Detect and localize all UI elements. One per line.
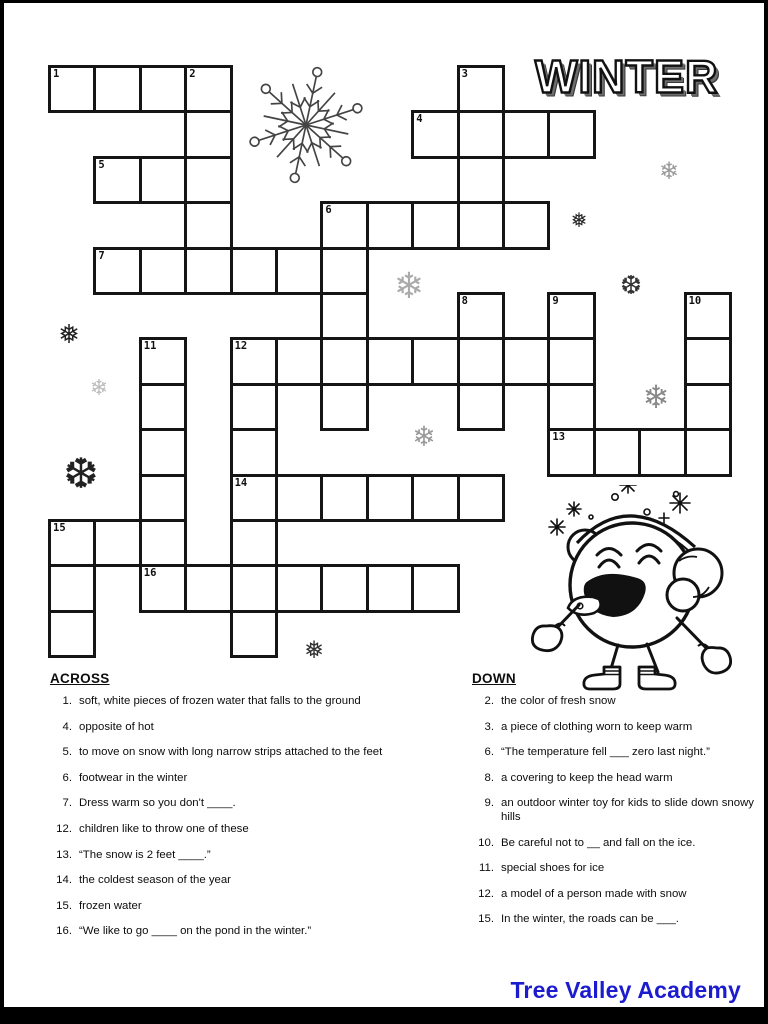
across-clue-row: [50, 900, 414, 914]
crossword-cell[interactable]: [411, 564, 459, 612]
clue-text: the coldest season of the year: [79, 874, 231, 887]
cell-number: 6: [325, 204, 332, 217]
snowflake-icon: ❄: [393, 265, 425, 306]
cell-number: 11: [143, 340, 157, 353]
clue-number: 4.: [62, 720, 72, 733]
clue-number: 14.: [56, 874, 72, 887]
falling-snow-icon: [549, 485, 690, 535]
crossword-cell[interactable]: [684, 428, 732, 476]
cell-number: 5: [98, 158, 105, 171]
down-heading: DOWN: [472, 671, 516, 686]
crossword-cell[interactable]: [320, 247, 368, 295]
cell-number: 10: [688, 295, 702, 307]
crossword-cell[interactable]: [230, 610, 278, 658]
clue-number: 5.: [62, 746, 72, 759]
clue-text: opposite of hot: [79, 720, 154, 733]
cell-number: 8: [461, 295, 468, 307]
crossword-cell[interactable]: [93, 519, 141, 567]
crossword-cell[interactable]: [48, 610, 96, 658]
cell-number: 9: [552, 295, 559, 307]
snowball-character-illustration: [527, 485, 732, 700]
clue-number: 10.: [478, 836, 494, 849]
clue-text: “The snow is 2 feet ____.”: [79, 848, 211, 861]
across-clue-row: [50, 874, 414, 888]
snowflake-icon: ❆: [620, 270, 642, 300]
crossword-cell[interactable]: [457, 383, 505, 431]
legs-icon: [610, 644, 658, 672]
crossword-cell[interactable]: [547, 110, 595, 158]
crossword-cell[interactable]: [275, 564, 323, 612]
crossword-cell[interactable]: [139, 474, 187, 522]
crossword-cell[interactable]: [320, 383, 368, 431]
clue-number: 6.: [484, 746, 494, 759]
cell-number: 1: [53, 68, 60, 80]
crossword-cell[interactable]: [184, 65, 232, 113]
clue-text: frozen water: [79, 899, 142, 912]
snowflake-icon: ❄: [89, 375, 109, 400]
crossword-cell[interactable]: [184, 156, 232, 204]
crossword-cell[interactable]: [320, 292, 368, 340]
crossword-cell[interactable]: [320, 337, 368, 385]
clue-number: 11.: [479, 862, 494, 875]
snowflake-icon: ❄: [642, 379, 670, 415]
cell-number: 7: [98, 249, 105, 262]
crossword-cell[interactable]: [184, 247, 232, 295]
across-clue-row: [50, 823, 414, 837]
crossword-cell[interactable]: [139, 337, 187, 385]
earmuff-left-icon: [568, 530, 602, 564]
crossword-cell[interactable]: [457, 110, 505, 158]
cell-number: 14: [234, 476, 248, 489]
crossword-cell[interactable]: [230, 519, 278, 567]
down-clue-list: [472, 695, 754, 927]
crossword-cell[interactable]: [139, 65, 187, 113]
crossword-cell[interactable]: [139, 564, 187, 612]
down-clues-section: [472, 671, 754, 939]
crossword-cell[interactable]: [593, 428, 641, 476]
crossword-cell[interactable]: [411, 110, 459, 158]
crossword-cell[interactable]: [275, 247, 323, 295]
clue-number: 1.: [62, 695, 72, 707]
clue-number: 7.: [62, 797, 72, 810]
crossword-cell[interactable]: [638, 428, 686, 476]
crossword-cell[interactable]: [684, 383, 732, 431]
worksheet-page: [4, 3, 764, 1007]
crossword-cell[interactable]: [320, 474, 368, 522]
crossword-cell[interactable]: [48, 564, 96, 612]
snowflake-icon: ❄: [412, 421, 436, 452]
across-clue-list: [50, 695, 414, 939]
crossword-cell[interactable]: [457, 337, 505, 385]
crossword-cell[interactable]: [547, 337, 595, 385]
down-clue-row: [472, 746, 754, 760]
clue-text: an outdoor winter toy for kids to slide down snowy hills: [501, 797, 754, 823]
crossword-cell[interactable]: [139, 383, 187, 431]
clue-text: a model of a person made with snow: [501, 887, 687, 900]
across-clue-row: [50, 695, 414, 709]
clue-number: 9.: [484, 797, 494, 810]
cell-number: 2: [189, 68, 196, 80]
crossword-cell[interactable]: [139, 247, 187, 295]
clue-number: 13.: [56, 848, 72, 861]
crossword-cell[interactable]: [230, 247, 278, 295]
crossword-cell[interactable]: [93, 65, 141, 113]
clue-text: to move on snow with long narrow strips attached to the feet: [79, 746, 383, 759]
crossword-cell[interactable]: [502, 201, 550, 249]
clue-text: “The temperature fell ___ zero last night.”: [501, 746, 710, 759]
earmuff-band-icon: [577, 516, 695, 551]
cell-number: 12: [234, 340, 248, 353]
snowflake-icon: ❅: [58, 319, 80, 349]
footer-brand: Tree Valley Academy: [510, 977, 741, 1003]
clue-number: 12.: [56, 822, 72, 835]
crossword-cell[interactable]: [230, 428, 278, 476]
down-clue-row: [472, 772, 754, 786]
crossword-cell[interactable]: [547, 383, 595, 431]
down-clue-row: [472, 721, 754, 735]
mouth-icon: [585, 575, 645, 616]
across-clue-row: [50, 797, 414, 811]
clue-text: children like to throw one of these: [79, 822, 249, 835]
cell-number: 3: [461, 68, 468, 80]
clue-number: 6.: [62, 771, 72, 784]
clue-number: 12.: [478, 887, 494, 900]
crossword-cell[interactable]: [320, 564, 368, 612]
snowflake-icon: ❅: [570, 210, 588, 232]
clue-text: Dress warm so you don't ____.: [79, 797, 236, 810]
clue-text: a piece of clothing worn to keep warm: [501, 720, 693, 733]
crossword-cell[interactable]: [457, 65, 505, 113]
down-clue-row: [472, 695, 754, 709]
down-clue-row: [472, 797, 754, 824]
clue-number: 3.: [484, 720, 494, 733]
crossword-cell[interactable]: [411, 201, 459, 249]
page-title: WINTER: [535, 50, 719, 103]
down-clue-row: [472, 888, 754, 902]
crossword-cell[interactable]: [139, 428, 187, 476]
snowball-head-icon: [570, 523, 694, 647]
clue-text: special shoes for ice: [501, 862, 605, 875]
earmuff-right-icon: [667, 549, 722, 611]
down-clue-row: [472, 913, 754, 927]
crossword-cell[interactable]: [547, 428, 595, 476]
crossword-cell[interactable]: [457, 292, 505, 340]
crossword-cell[interactable]: [275, 474, 323, 522]
crossword-cell[interactable]: [366, 201, 414, 249]
crossword-cell[interactable]: [230, 337, 278, 385]
crossword-cell[interactable]: [184, 110, 232, 158]
crossword-cell[interactable]: [457, 201, 505, 249]
crossword-cell[interactable]: [275, 337, 323, 385]
across-clue-row: [50, 746, 414, 760]
snowball-face-icon: [597, 545, 661, 568]
clue-text: “We like to go ____ on the pond in the winter.”: [79, 925, 312, 938]
across-clue-row: [50, 849, 414, 863]
cell-number: 13: [552, 431, 566, 444]
crossword-cell[interactable]: [684, 337, 732, 385]
crossword-cell[interactable]: [139, 156, 187, 204]
crossword-cell[interactable]: [502, 110, 550, 158]
crossword-cell[interactable]: [502, 337, 550, 385]
clue-text: the color of fresh snow: [501, 695, 616, 707]
clue-text: soft, white pieces of frozen water that falls to the ground: [79, 695, 361, 707]
across-clue-row: [50, 772, 414, 786]
down-clue-row: [472, 837, 754, 851]
clue-text: footwear in the winter: [79, 771, 188, 784]
crossword-cell[interactable]: [93, 156, 141, 204]
crossword-cell[interactable]: [230, 383, 278, 431]
cell-number: 15: [53, 522, 66, 534]
clue-number: 16.: [56, 925, 72, 938]
crossword-cell[interactable]: [457, 474, 505, 522]
clue-number: 8.: [484, 771, 494, 784]
snowflake-icon: ❄: [658, 158, 680, 185]
crossword-cell[interactable]: [230, 474, 278, 522]
across-clues-section: [50, 671, 414, 951]
down-clue-row: [472, 862, 754, 876]
crossword-cell[interactable]: [184, 564, 232, 612]
snowflake-icon: ❆: [63, 450, 99, 497]
across-clue-row: [50, 721, 414, 735]
crossword-cell[interactable]: [184, 201, 232, 249]
crossword-cell[interactable]: [547, 292, 595, 340]
mitten-right-icon: [698, 644, 731, 673]
crossword-cell[interactable]: [320, 201, 368, 249]
cell-number: 4: [416, 113, 423, 126]
crossword-cell[interactable]: [684, 292, 732, 340]
clue-text: In the winter, the roads can be ___.: [501, 913, 679, 926]
crossword-cell[interactable]: [366, 474, 414, 522]
clue-number: 15.: [478, 913, 494, 926]
clue-number: 2.: [484, 695, 494, 707]
crossword-cell[interactable]: [457, 156, 505, 204]
crossword-cell[interactable]: [139, 519, 187, 567]
crossword-cell[interactable]: [411, 474, 459, 522]
across-heading: ACROSS: [50, 671, 110, 686]
crossword-cell[interactable]: [48, 65, 96, 113]
crossword-cell[interactable]: [366, 564, 414, 612]
arms-icon: [554, 605, 710, 652]
clue-text: Be careful not to __ and fall on the ice.: [501, 836, 696, 849]
crossword-cell[interactable]: [230, 564, 278, 612]
across-clue-row: [50, 925, 414, 939]
cell-number: 16: [143, 567, 157, 580]
crossword-cell[interactable]: [48, 519, 96, 567]
crossword-cell[interactable]: [93, 247, 141, 295]
tongue-icon: [568, 597, 601, 615]
crossword-cell[interactable]: [411, 337, 459, 385]
clue-number: 15.: [56, 899, 72, 912]
snowflake-icon: ❅: [303, 637, 325, 664]
mitten-left-icon: [532, 624, 565, 651]
large-snowflake-icon: [247, 66, 365, 184]
crossword-cell[interactable]: [366, 337, 414, 385]
clue-text: a covering to keep the head warm: [501, 771, 673, 784]
